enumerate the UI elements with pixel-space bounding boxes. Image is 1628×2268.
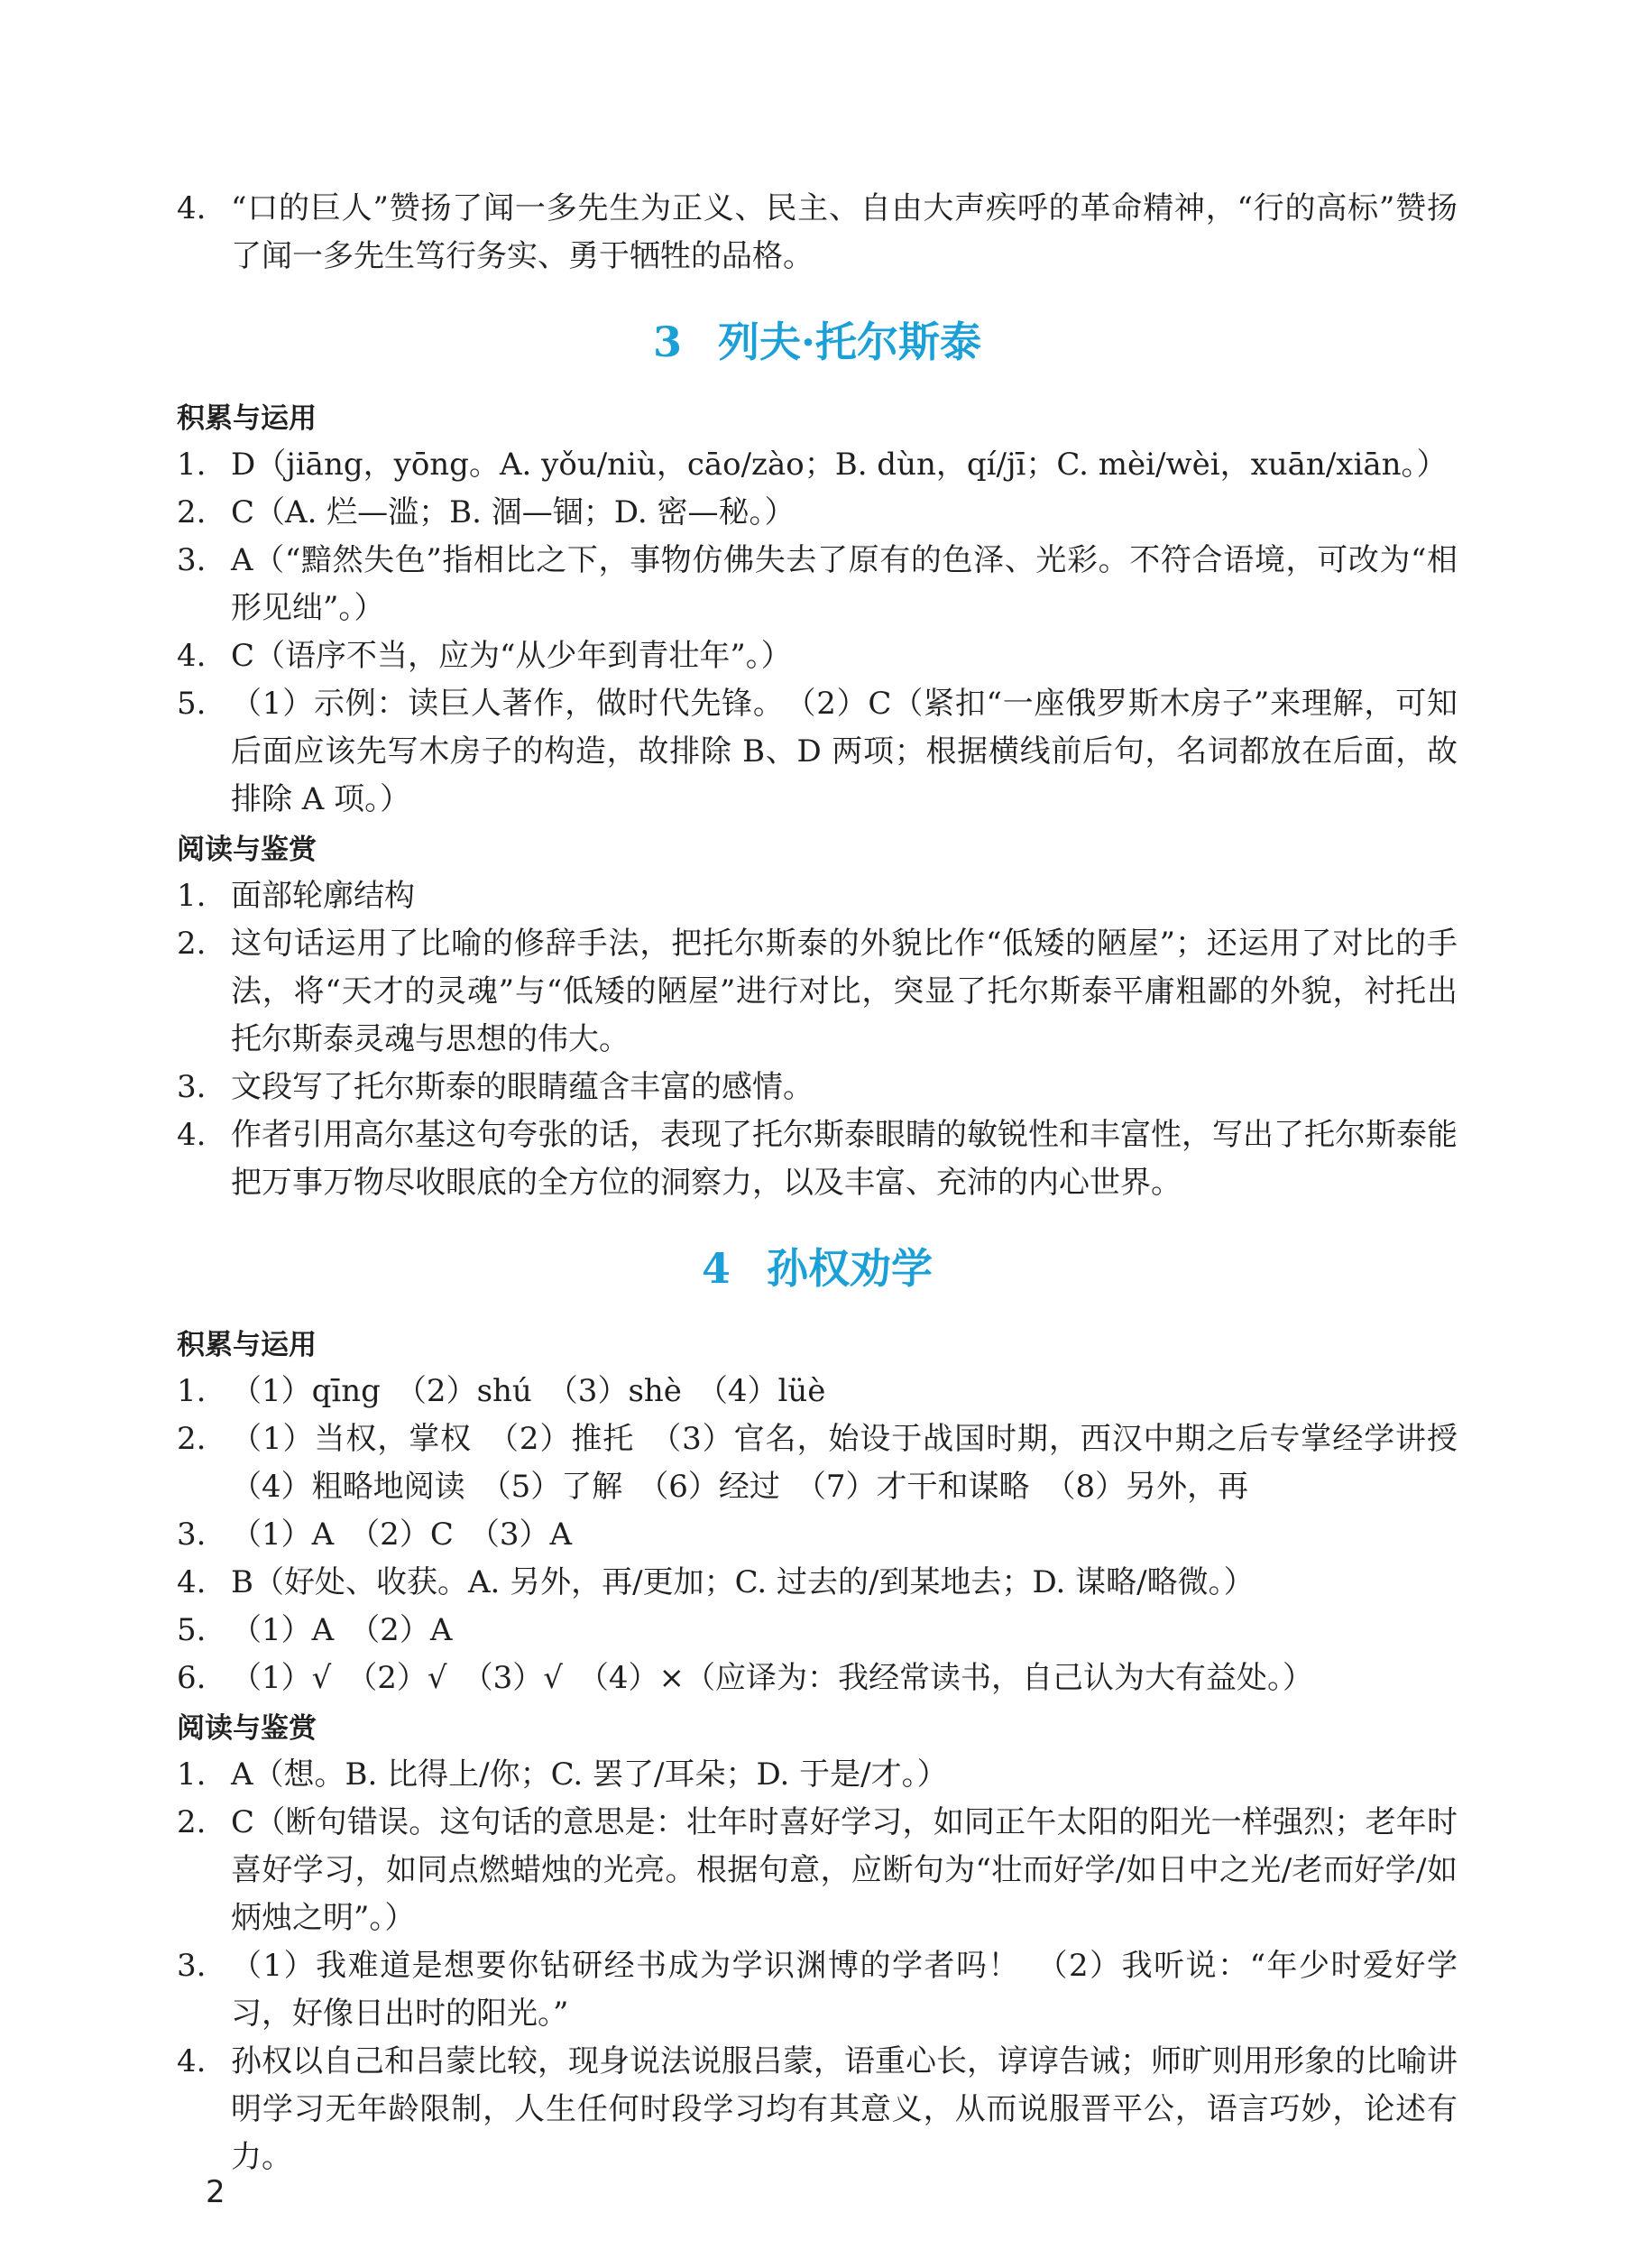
- reading-heading: 阅读与鉴赏: [177, 1712, 317, 1745]
- item-number: 2.: [177, 1421, 207, 1457]
- item-text: C（A. 烂—滥；B. 涸—锢；D. 密—秘。）: [231, 494, 796, 530]
- answer-item: [177, 1111, 1458, 1207]
- item-number: 3.: [177, 1517, 207, 1553]
- item-number: 5.: [177, 1612, 207, 1648]
- item-text: A（想。B. 比得上/你；C. 罢了/耳朵；D. 于是/才。）: [231, 1756, 948, 1793]
- item-number: 4.: [177, 638, 207, 674]
- item-text: （1）示例：读巨人著作，做时代先锋。 （2）C（紧扣“一座俄罗斯木房子”来理解，可知后面应该先写木房子的构造，故排除 B、D 两项；根据横线前后句，名词都放在后面，故排除 A 项。）: [231, 686, 1458, 817]
- item-number: 1.: [177, 1756, 207, 1793]
- item-text: C（语序不当，应为“从少年到青壮年”。）: [231, 638, 792, 674]
- page-number: 2: [206, 2174, 225, 2210]
- reading-heading: 阅读与鉴赏: [177, 834, 317, 866]
- answer-item: [177, 441, 1458, 489]
- item-text: A（“黯然失色”指相比之下，事物仿佛失去了原有的色泽、光彩。不符合语境，可改为“相形见绌”。）: [231, 542, 1458, 626]
- answer-item: [177, 2038, 1458, 2181]
- item-text: （1）A （2）A: [231, 1612, 453, 1648]
- answer-item: [177, 680, 1458, 824]
- section-title: [177, 1241, 1458, 1295]
- item-text: 文段写了托尔斯泰的眼睛蕴含丰富的感情。: [231, 1069, 814, 1105]
- accumulation-heading: 积累与运用: [177, 1329, 317, 1361]
- answer-item: [177, 1559, 1458, 1607]
- item-number: 1.: [177, 878, 207, 914]
- item-number: 2.: [177, 494, 207, 530]
- section-title-text: 列夫·托尔斯泰: [718, 318, 982, 366]
- item-number: 3.: [177, 542, 207, 578]
- answer-item: [177, 537, 1458, 632]
- item-text: 孙权以自己和吕蒙比较，现身说法说服吕蒙，语重心长，谆谆告诫；师旷则用形象的比喻讲明学习无年龄限制，人生任何时段学习均有其意义，从而说服晋平公，语言巧妙，论述有力。: [231, 2043, 1458, 2175]
- item-text: （1）qīng （2）shú （3）shè （4）lüè: [231, 1373, 826, 1409]
- item-text: D（jiāng，yōng。A. yǒu/niù，cāo/zào；B. dùn，qí/jī；C. mèi/wèi，xuān/xiān。）: [231, 447, 1448, 483]
- section-title-text: 孙权劝学: [767, 1244, 933, 1293]
- answer-item: [177, 1799, 1458, 1942]
- answer-item: [177, 1415, 1488, 1511]
- item-text: “口的巨人”赞扬了闻一多先生为正义、民主、自由大声疾呼的革命精神，“行的高标”赞扬了闻一多先生笃行务实、勇于牺牲的品格。: [231, 190, 1458, 274]
- accumulation-heading: 积累与运用: [177, 402, 317, 435]
- answer-item: [177, 1064, 1458, 1111]
- item-number: 4.: [177, 1564, 207, 1600]
- item-number: 4.: [177, 190, 207, 226]
- answer-item: [177, 1942, 1458, 2038]
- section-number: 4: [701, 1244, 731, 1293]
- item-number: 4.: [177, 1117, 207, 1153]
- item-text: （1）我难道是想要你钻研经书成为学识渊博的学者吗！ （2）我听说：“年少时爱好学习，好像日出时的阳光。”: [231, 1948, 1458, 2032]
- page-content: [177, 185, 1488, 2181]
- section-number: 3: [652, 318, 682, 366]
- answer-item: [177, 1607, 1458, 1655]
- section-title: [177, 315, 1458, 369]
- item-text: 作者引用高尔基这句夸张的话，表现了托尔斯泰眼睛的敏锐性和丰富性，写出了托尔斯泰能把万事万物尽收眼底的全方位的洞察力，以及丰富、充沛的内心世界。: [231, 1117, 1458, 1201]
- item-number: 4.: [177, 2043, 207, 2079]
- item-number: 1.: [177, 447, 207, 483]
- item-text: （1）A （2）C （3）A: [231, 1517, 573, 1553]
- answer-item: [177, 1751, 1458, 1799]
- answer-item: [177, 920, 1458, 1064]
- item-number: 2.: [177, 1804, 207, 1840]
- answer-item: [177, 872, 1458, 920]
- answer-item: [177, 489, 1458, 537]
- item-text: B（好处、收获。A. 另外，再/更加；C. 过去的/到某地去；D. 谋略/略微。）: [231, 1564, 1255, 1600]
- answer-item: [177, 1511, 1458, 1559]
- item-text: C（断句错误。这句话的意思是：壮年时喜好学习，如同正午太阳的阳光一样强烈；老年时喜好学习，如同点燃蜡烛的光亮。根据句意，应断句为“壮而好学/如日中之光/老而好学/如炳烛之明”。）: [231, 1804, 1458, 1936]
- item-number: 6.: [177, 1660, 207, 1696]
- answer-item: [177, 1368, 1458, 1415]
- item-text: （1）√ （2）√ （3）√ （4）×（应译为：我经常读书，自己认为大有益处。）: [231, 1660, 1314, 1696]
- item-number: 1.: [177, 1373, 207, 1409]
- item-text: （1）当权，掌权 （2）推托 （3）官名，始设于战国时期，西汉中期之后专掌经学讲授 （4）粗略地阅读 （5）了解 （6）经过 （7）才干和谋略 （8）另外，再: [231, 1421, 1488, 1505]
- answer-item: [177, 1655, 1458, 1702]
- item-number: 5.: [177, 686, 207, 722]
- item-text: 面部轮廓结构: [231, 878, 415, 914]
- intro-item: [177, 185, 1458, 281]
- item-text: 这句话运用了比喻的修辞手法，把托尔斯泰的外貌比作“低矮的陋屋”；还运用了对比的手法，将“天才的灵魂”与“低矮的陋屋”进行对比，突显了托尔斯泰平庸粗鄙的外貌，衬托出托尔斯泰灵魂与思想的伟大。: [231, 926, 1458, 1057]
- item-number: 2.: [177, 926, 207, 962]
- answer-item: [177, 632, 1458, 680]
- item-number: 3.: [177, 1069, 207, 1105]
- item-number: 3.: [177, 1948, 207, 1984]
